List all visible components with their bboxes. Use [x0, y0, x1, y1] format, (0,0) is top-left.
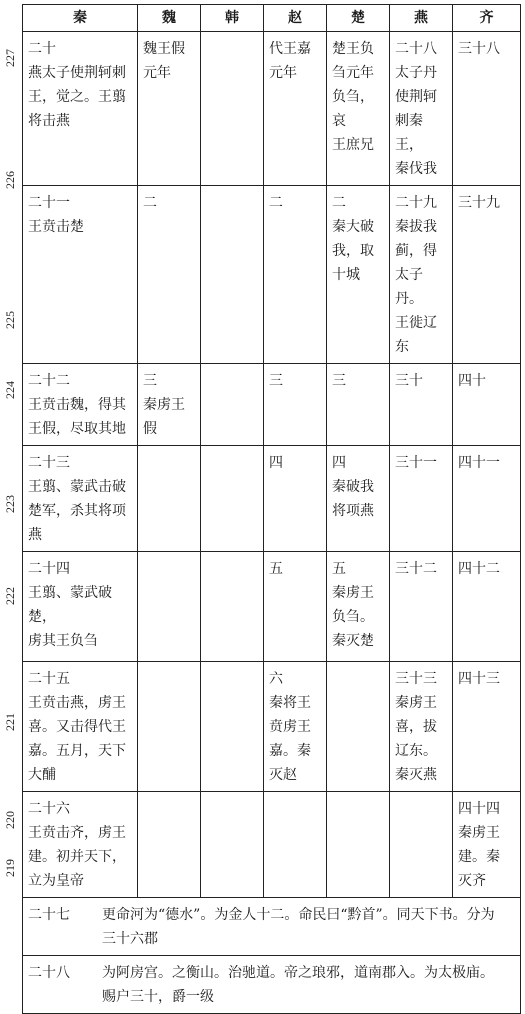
cell-text: 十城: [332, 267, 360, 283]
cell-yan: [390, 364, 453, 446]
cell-qi: [453, 662, 521, 792]
year-marker: 222: [3, 587, 17, 605]
cell-text: 假: [143, 421, 157, 437]
cell-text: 三: [143, 373, 157, 389]
header-yan: 燕: [390, 5, 453, 32]
cell-text: 将击燕: [28, 113, 70, 129]
cell-text: 负刍，哀: [332, 89, 374, 129]
header-qi: 齐: [453, 5, 521, 32]
year-marker: 227: [3, 49, 17, 67]
cell-text: 燕: [28, 527, 42, 543]
cell-han: [201, 446, 264, 552]
cell-text: 二十九: [395, 195, 437, 211]
cell-text: 喜。又击得代王: [28, 719, 126, 735]
cell-text: 四十: [458, 373, 486, 389]
year-marker: 224: [3, 381, 17, 399]
cell-qi: [453, 792, 521, 898]
cell-text: 二: [143, 195, 157, 211]
cell-han: [201, 552, 264, 662]
cell-text: 王，觉之。王翦: [28, 89, 126, 105]
cell-text: 秦伐我: [395, 161, 437, 177]
cell-text: 代王嘉: [269, 41, 311, 57]
header-zhao: 赵: [264, 5, 327, 32]
cell-qi: [453, 186, 521, 364]
header-wei: 魏: [138, 5, 201, 32]
header-row: [23, 5, 521, 32]
merged-row: [23, 898, 521, 956]
cell-text: 二十: [28, 41, 56, 57]
cell-chu: [327, 792, 390, 898]
merged-row: [23, 956, 521, 1014]
cell-text: 王贲击齐，虏王: [28, 825, 126, 841]
table-row: [23, 552, 521, 662]
cell-chu: [327, 446, 390, 552]
header-qin: 秦: [23, 5, 138, 32]
cell-text: 大酺: [28, 767, 56, 783]
cell-han: [201, 186, 264, 364]
cell-text: 二十三: [28, 455, 70, 471]
cell-text: 王翦、蒙武击破: [28, 479, 126, 495]
cell-qin: [23, 552, 138, 662]
year-marker: 225: [3, 311, 17, 329]
header-han: 韩: [201, 5, 264, 32]
cell-text: 元年: [269, 65, 297, 81]
cell-qin: [23, 32, 138, 186]
cell-text: 贲虏王: [269, 719, 311, 735]
cell-text: 四: [269, 455, 283, 471]
cell-text: 灭齐: [458, 873, 486, 889]
cell-qin: [23, 364, 138, 446]
cell-text: 魏王假: [143, 41, 185, 57]
year-marker: 223: [3, 495, 17, 513]
cell-text: 灭赵: [269, 767, 297, 783]
cell-text: 四: [332, 455, 346, 471]
cell-text: 太子丹: [395, 65, 437, 81]
cell-text: 二十一: [28, 195, 70, 211]
table-row: [23, 792, 521, 898]
cell-text: 楚王负: [332, 41, 374, 57]
cell-text: 四十一: [458, 455, 500, 471]
cell-qin: [23, 446, 138, 552]
cell-qi: [453, 364, 521, 446]
header-chu: 楚: [327, 5, 390, 32]
cell-text: 秦虏王: [143, 397, 185, 413]
cell-text: 使荆轲: [395, 89, 437, 105]
cell-text: 三十三: [395, 671, 437, 687]
cell-wei: [138, 186, 201, 364]
cell-qin: [23, 186, 138, 364]
cell-text: 二十四: [28, 561, 70, 577]
cell-wei: [138, 364, 201, 446]
table-row: [23, 32, 521, 186]
cell-text: 六: [269, 671, 283, 687]
cell-wei: [138, 792, 201, 898]
cell-text: 东: [395, 339, 409, 355]
cell-text: 秦破我: [332, 479, 374, 495]
table-row: [23, 364, 521, 446]
cell-text: 建。初并天下，: [28, 849, 126, 865]
cell-qi: [453, 446, 521, 552]
cell-chu: [327, 552, 390, 662]
year-marker: 219: [3, 859, 17, 877]
cell-text: 喜，拔: [395, 719, 437, 735]
cell-text: 负刍。: [332, 609, 374, 625]
cell-chu: [327, 364, 390, 446]
cell-text: 秦虏王: [458, 825, 500, 841]
cell-zhao: [264, 552, 327, 662]
cell-zhao: [264, 446, 327, 552]
cell-text: 王贲击燕，虏王: [28, 695, 126, 711]
year-marker: 220: [3, 811, 17, 829]
cell-text: 燕太子使荆轲刺: [28, 65, 126, 81]
cell-wei: [138, 662, 201, 792]
cell-text: 王翦、蒙武破楚，: [28, 585, 112, 625]
merged-year: 二十八: [28, 965, 70, 981]
cell-text: 三: [332, 373, 346, 389]
cell-wei: [138, 446, 201, 552]
cell-text: 秦拔我: [395, 219, 437, 235]
cell-zhao: [264, 792, 327, 898]
cell-text: 虏其王负刍: [28, 633, 98, 649]
cell-text: 二十六: [28, 801, 70, 817]
cell-text: 元年: [143, 65, 171, 81]
cell-chu: [327, 186, 390, 364]
cell-yan: [390, 552, 453, 662]
cell-text: 秦将王: [269, 695, 311, 711]
cell-text: 三: [269, 373, 283, 389]
cell-text: 秦灭楚: [332, 633, 374, 649]
chronology-table: [22, 4, 521, 1014]
cell-text: 我，取: [332, 243, 374, 259]
cell-text: 二十二: [28, 373, 70, 389]
cell-han: [201, 792, 264, 898]
table-row: [23, 186, 521, 364]
cell-text: 二: [269, 195, 283, 211]
cell-text: 二十八: [395, 41, 437, 57]
cell-text: 四十四: [458, 801, 500, 817]
cell-text: 王贲击楚: [28, 219, 84, 235]
cell-wei: [138, 32, 201, 186]
year-marker: 226: [3, 171, 17, 189]
merged-year: 二十七: [28, 907, 70, 923]
cell-text: 二: [332, 195, 346, 211]
merged-cell: [23, 956, 521, 1014]
cell-qin: [23, 662, 138, 792]
cell-han: [201, 662, 264, 792]
table-row: [23, 446, 521, 552]
cell-zhao: [264, 32, 327, 186]
cell-han: [201, 32, 264, 186]
cell-han: [201, 364, 264, 446]
cell-text: 立为皇帝: [28, 873, 84, 889]
cell-text: 三十: [395, 373, 423, 389]
cell-wei: [138, 552, 201, 662]
cell-text: 王庶兄: [332, 137, 374, 153]
cell-text: 秦虏王: [395, 695, 437, 711]
merged-text: 为阿房宫。之衡山。治驰道。帝之琅邪，道南郡入。为太极庙。赐户三十，爵一级: [102, 965, 494, 1005]
cell-text: 三十九: [458, 195, 500, 211]
cell-text: 三十二: [395, 561, 437, 577]
cell-text: 王徙辽: [395, 315, 437, 331]
cell-text: 将项燕: [332, 503, 374, 519]
cell-chu: [327, 32, 390, 186]
cell-qi: [453, 552, 521, 662]
cell-qin: [23, 792, 138, 898]
cell-zhao: [264, 662, 327, 792]
cell-text: 二十五: [28, 671, 70, 687]
cell-text: 建。秦: [458, 849, 500, 865]
cell-yan: [390, 662, 453, 792]
cell-zhao: [264, 186, 327, 364]
cell-text: 王贲击魏，得其: [28, 397, 126, 413]
cell-text: 嘉。五月，天下: [28, 743, 126, 759]
merged-text: 更命河为“德水”。为金人十二。命民曰“黔首”。同天下书。分为三十六郡: [102, 907, 495, 947]
cell-text: 三十一: [395, 455, 437, 471]
cell-text: 刍元年: [332, 65, 374, 81]
year-marker-column: [0, 0, 22, 917]
table-row: [23, 662, 521, 792]
cell-text: 王假，尽取其地: [28, 421, 126, 437]
cell-text: 楚军，杀其将项: [28, 503, 126, 519]
cell-text: 四十三: [458, 671, 500, 687]
cell-zhao: [264, 364, 327, 446]
cell-text: 秦灭燕: [395, 767, 437, 783]
cell-yan: [390, 186, 453, 364]
merged-cell: [23, 898, 521, 956]
cell-text: 三十八: [458, 41, 500, 57]
cell-text: 四十二: [458, 561, 500, 577]
cell-text: 刺秦王，: [395, 113, 423, 153]
cell-text: 太子丹。: [395, 267, 423, 307]
cell-text: 辽东。: [395, 743, 437, 759]
cell-text: 五: [332, 561, 346, 577]
cell-chu: [327, 662, 390, 792]
cell-yan: [390, 792, 453, 898]
cell-yan: [390, 32, 453, 186]
cell-text: 秦大破: [332, 219, 374, 235]
cell-text: 蓟，得: [395, 243, 437, 259]
cell-text: 五: [269, 561, 283, 577]
cell-text: 嘉。秦: [269, 743, 311, 759]
cell-qi: [453, 32, 521, 186]
year-marker: 221: [3, 713, 17, 731]
cell-text: 秦虏王: [332, 585, 374, 601]
cell-yan: [390, 446, 453, 552]
